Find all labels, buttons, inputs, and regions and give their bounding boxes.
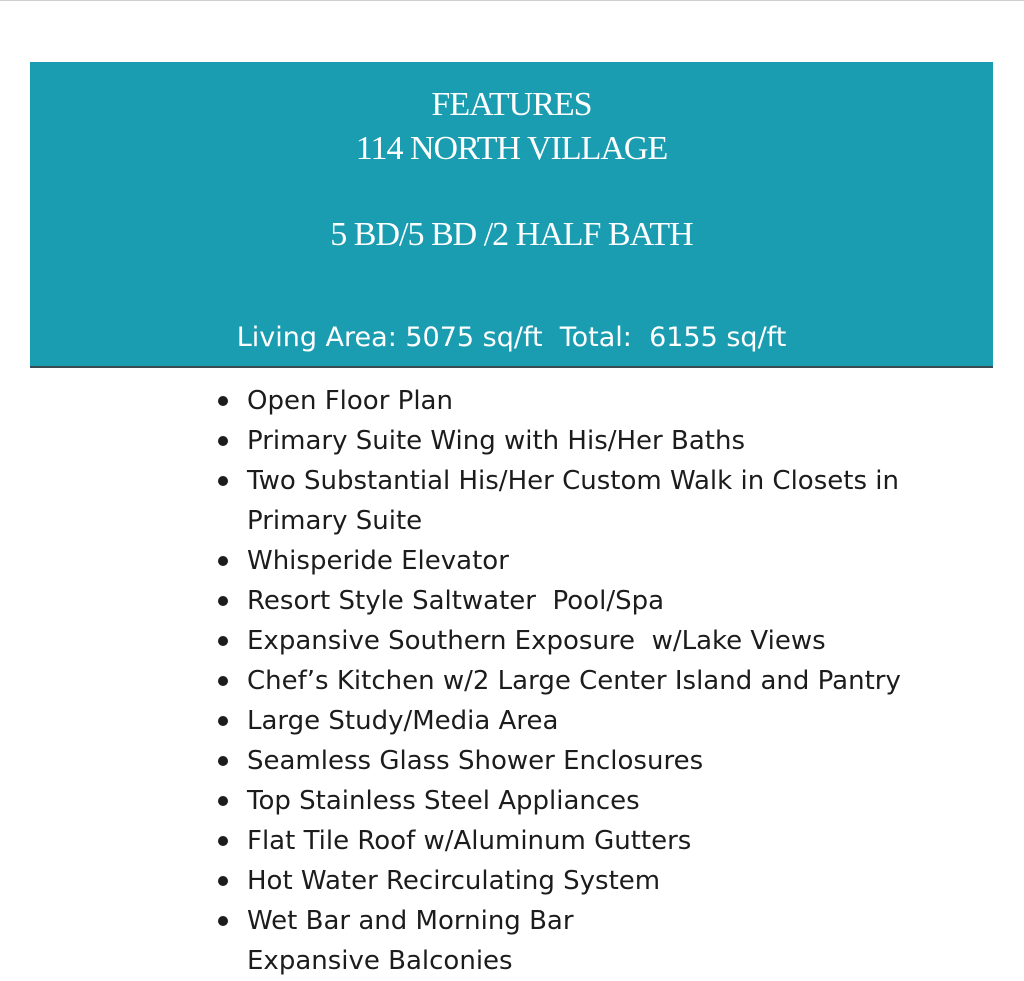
features-banner: [30, 62, 993, 368]
feature-text: Resort Style Saltwater Pool/Spa: [247, 586, 665, 616]
list-item: [216, 701, 976, 741]
bullet-icon: [218, 836, 228, 846]
list-item: [216, 821, 976, 861]
feature-text: Expansive Southern Exposure w/Lake Views: [247, 626, 826, 656]
bullet-icon: [218, 596, 228, 606]
feature-text: Large Study/Media Area: [247, 706, 559, 736]
bullet-icon: [218, 556, 228, 566]
feature-text: Hot Water Recirculating System: [247, 866, 661, 896]
list-item: [216, 861, 976, 901]
list-item: [216, 381, 976, 421]
feature-text: Flat Tile Roof w/Aluminum Gutters: [247, 826, 692, 856]
bullet-icon: [218, 716, 228, 726]
list-item: [216, 661, 976, 701]
list-item: [216, 541, 976, 581]
list-item: [216, 421, 976, 461]
bullet-icon: [218, 756, 228, 766]
list-item: [216, 621, 976, 661]
feature-text: Chef’s Kitchen w/2 Large Center Island and Pantry: [247, 666, 901, 696]
features-heading: FEATURES: [431, 86, 592, 123]
bullet-icon: [218, 396, 228, 406]
feature-text: Seamless Glass Shower Enclosures: [247, 746, 704, 776]
feature-text: Two Substantial His/Her Custom Walk in Closets in Primary Suite: [247, 466, 908, 536]
list-item: [216, 901, 976, 941]
bed-bath-summary: 5 BD/5 BD /2 HALF BATH: [330, 216, 693, 253]
feature-text: Open Floor Plan: [247, 386, 453, 416]
bullet-icon: [218, 436, 228, 446]
list-item: [216, 781, 976, 821]
features-list: [216, 381, 976, 981]
bullet-icon: [218, 916, 228, 926]
list-item: [216, 581, 976, 621]
feature-text: Expansive Balconies: [247, 946, 513, 976]
feature-text: Whisperide Elevator: [247, 546, 509, 576]
list-item: [216, 941, 976, 981]
feature-text: Top Stainless Steel Appliances: [247, 786, 640, 816]
bullet-icon: [218, 876, 228, 886]
bullet-icon: [218, 476, 228, 486]
list-item: [216, 461, 976, 541]
feature-text: Primary Suite Wing with His/Her Baths: [247, 426, 745, 456]
bullet-icon: [218, 636, 228, 646]
bullet-icon: [218, 796, 228, 806]
property-address: 114 NORTH VILLAGE: [355, 130, 668, 167]
area-summary: Living Area: 5075 sq/ft Total: 6155 sq/ft: [236, 322, 787, 353]
list-item: [216, 741, 976, 781]
bullet-icon: [218, 676, 228, 686]
top-divider: [0, 0, 1024, 1]
feature-text: Wet Bar and Morning Bar: [247, 906, 574, 936]
